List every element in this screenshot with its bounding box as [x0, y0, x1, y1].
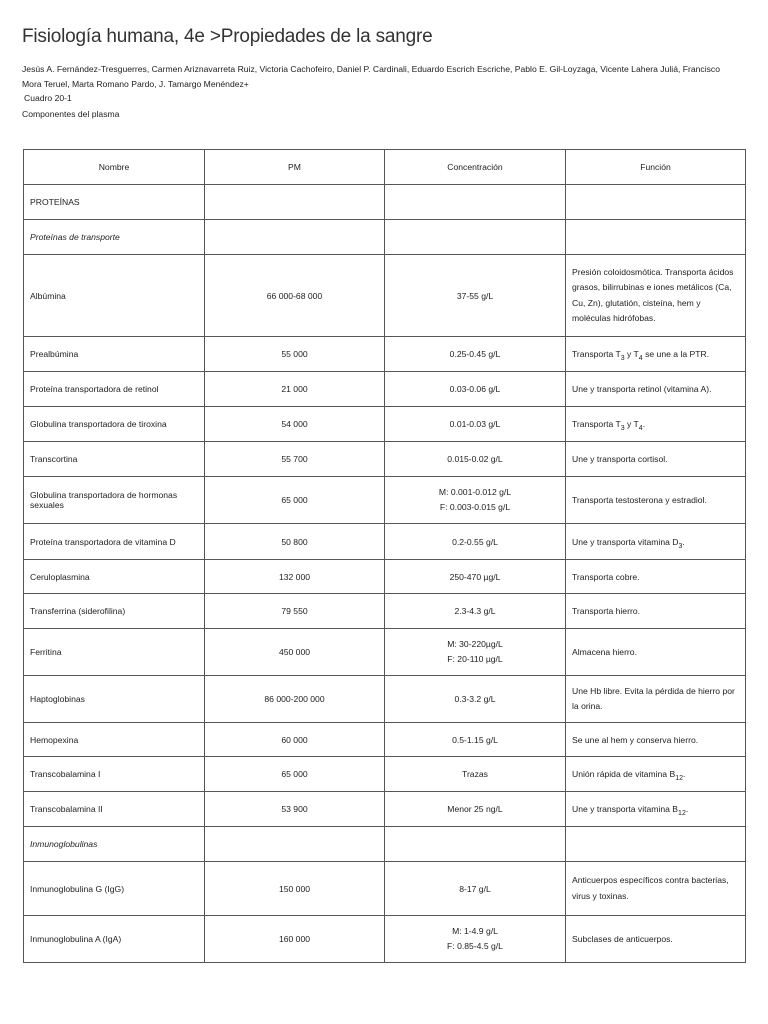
cell-pm: 150 000	[205, 862, 385, 916]
cell-pm: 86 000-200 000	[205, 676, 385, 723]
table-row	[24, 560, 746, 594]
cell-function: Transporta $T_3$ y $T_4$.	[566, 407, 746, 442]
cell-name: Ceruloplasmina	[24, 560, 205, 594]
cell-pm: 132 000	[205, 560, 385, 594]
cell-concentration: 0.01-0.03 g/L	[385, 407, 566, 442]
cell-function: Une y transporta cortisol.	[566, 442, 746, 477]
cell-function: Almacena hierro.	[566, 629, 746, 676]
cell-pm: 55 000	[205, 337, 385, 372]
table-row	[24, 723, 746, 757]
table-header-row	[24, 150, 746, 185]
section-row	[24, 185, 746, 220]
table-row	[24, 442, 746, 477]
subsection-label: Inmunoglobulinas	[24, 827, 205, 862]
header-funcion: Función	[566, 150, 746, 185]
cell-pm: 60 000	[205, 723, 385, 757]
cell-pm: 66 000-68 000	[205, 255, 385, 337]
cell-name: Ferritina	[24, 629, 205, 676]
table-row	[24, 524, 746, 560]
table-row	[24, 792, 746, 827]
table-row	[24, 757, 746, 792]
cell-name: Globulina transportadora de tiroxina	[24, 407, 205, 442]
cell-pm: 450 000	[205, 629, 385, 676]
table-row	[24, 337, 746, 372]
authors: Jesús A. Fernández-Tresguerres, Carmen Ariznavarreta Ruiz, Victoria Cachofeiro, Daniel P. Cardinali, Eduardo Escrich Escriche, Pablo E. Gil-Loyzaga, Vicente Lahera Juliá, Francisco Mora Teruel, Marta Romano Pardo, J. Tamargo Menéndez+	[22, 64, 721, 89]
cell-concentration: Menor 25 ng/L	[385, 792, 566, 827]
page-title: Fisiología humana, 4e >Propiedades de la sangre	[22, 26, 433, 47]
cell-concentration: Trazas	[385, 757, 566, 792]
table-row	[24, 676, 746, 723]
cell-concentration: M: 0.001-0.012 g/L F: 0.003-0.015 g/L	[385, 477, 566, 524]
cell-name: Transferrina (siderofilina)	[24, 594, 205, 629]
header-nombre: Nombre	[24, 150, 205, 185]
table-row	[24, 477, 746, 524]
cell-pm: 65 000	[205, 477, 385, 524]
cell-name: Transcortina	[24, 442, 205, 477]
cell-function: Subclases de anticuerpos.	[566, 916, 746, 963]
cell-concentration: 0.2-0.55 g/L	[385, 524, 566, 560]
cell-concentration: 0.03-0.06 g/L	[385, 372, 566, 407]
cell-concentration: 0.3-3.2 g/L	[385, 676, 566, 723]
cell-function: Une y transporta retinol (vitamina A).	[566, 372, 746, 407]
cell-name: Inmunoglobulina A (IgA)	[24, 916, 205, 963]
cell-pm: 50 800	[205, 524, 385, 560]
cell-function: Une y transporta vitamina $B_{12}$.	[566, 792, 746, 827]
cell-concentration: 0.015-0.02 g/L	[385, 442, 566, 477]
cell-name: Albúmina	[24, 255, 205, 337]
cell-name: Inmunoglobulina G (IgG)	[24, 862, 205, 916]
cell-function: Une Hb libre. Evita la pérdida de hierro por la orina.	[566, 676, 746, 723]
cell-function: Transporta $T_3$ y $T_4$ se une a la PTR.	[566, 337, 746, 372]
cell-pm: 54 000	[205, 407, 385, 442]
cell-name: Haptoglobinas	[24, 676, 205, 723]
cell-pm: 21 000	[205, 372, 385, 407]
cell-pm: 53 900	[205, 792, 385, 827]
cell-name: Transcobalamina I	[24, 757, 205, 792]
cell-pm: 160 000	[205, 916, 385, 963]
cell-function: Unión rápida de vitamina $B_{12}$.	[566, 757, 746, 792]
table-row	[24, 629, 746, 676]
table-row	[24, 916, 746, 963]
table-row	[24, 407, 746, 442]
subsection-row	[24, 827, 746, 862]
cell-name: Proteína transportadora de vitamina D	[24, 524, 205, 560]
cell-concentration: M: 1-4.9 g/L F: 0.85-4.5 g/L	[385, 916, 566, 963]
cell-name: Proteína transportadora de retinol	[24, 372, 205, 407]
cell-pm: 65 000	[205, 757, 385, 792]
cell-function: Transporta testosterona y estradiol.	[566, 477, 746, 524]
cell-function: Transporta hierro.	[566, 594, 746, 629]
header-pm: PM	[205, 150, 385, 185]
cell-function: Transporta cobre.	[566, 560, 746, 594]
subsection-row	[24, 220, 746, 255]
plasma-components-table	[23, 149, 746, 963]
table-row	[24, 372, 746, 407]
cell-pm: 55 700	[205, 442, 385, 477]
cell-concentration: 0.25-0.45 g/L	[385, 337, 566, 372]
cell-name: Prealbúmina	[24, 337, 205, 372]
cell-function: Anticuerpos específicos contra bacterias, virus y toxinas.	[566, 862, 746, 916]
cell-name: Hemopexina	[24, 723, 205, 757]
cell-concentration: 2.3-4.3 g/L	[385, 594, 566, 629]
cell-name: Globulina transportadora de hormonas sexuales	[24, 477, 205, 524]
subsection-label: Proteínas de transporte	[24, 220, 205, 255]
cell-name: Transcobalamina II	[24, 792, 205, 827]
table-row	[24, 255, 746, 337]
cell-concentration: 8-17 g/L	[385, 862, 566, 916]
cell-function: Presión coloidosmótica. Transporta ácidos grasos, bilirrubinas e iones metálicos (Ca, Cu, Zn), glutatión, cisteína, hem y moléculas hidrófobas.	[566, 255, 746, 337]
cell-concentration: M: 30-220µg/L F: 20-110 µg/L	[385, 629, 566, 676]
cell-function: Une y transporta vitamina $D_3$.	[566, 524, 746, 560]
cell-concentration: 0.5-1.15 g/L	[385, 723, 566, 757]
cell-pm: 79 550	[205, 594, 385, 629]
section-label: PROTEÍNAS	[24, 185, 205, 220]
table-row	[24, 862, 746, 916]
cell-concentration: 250-470 µg/L	[385, 560, 566, 594]
table-number: Cuadro 20-1	[24, 93, 72, 103]
cell-concentration: 37-55 g/L	[385, 255, 566, 337]
table-caption: Componentes del plasma	[22, 109, 120, 119]
header-concentracion: Concentración	[385, 150, 566, 185]
table-row	[24, 594, 746, 629]
cell-function: Se une al hem y conserva hierro.	[566, 723, 746, 757]
